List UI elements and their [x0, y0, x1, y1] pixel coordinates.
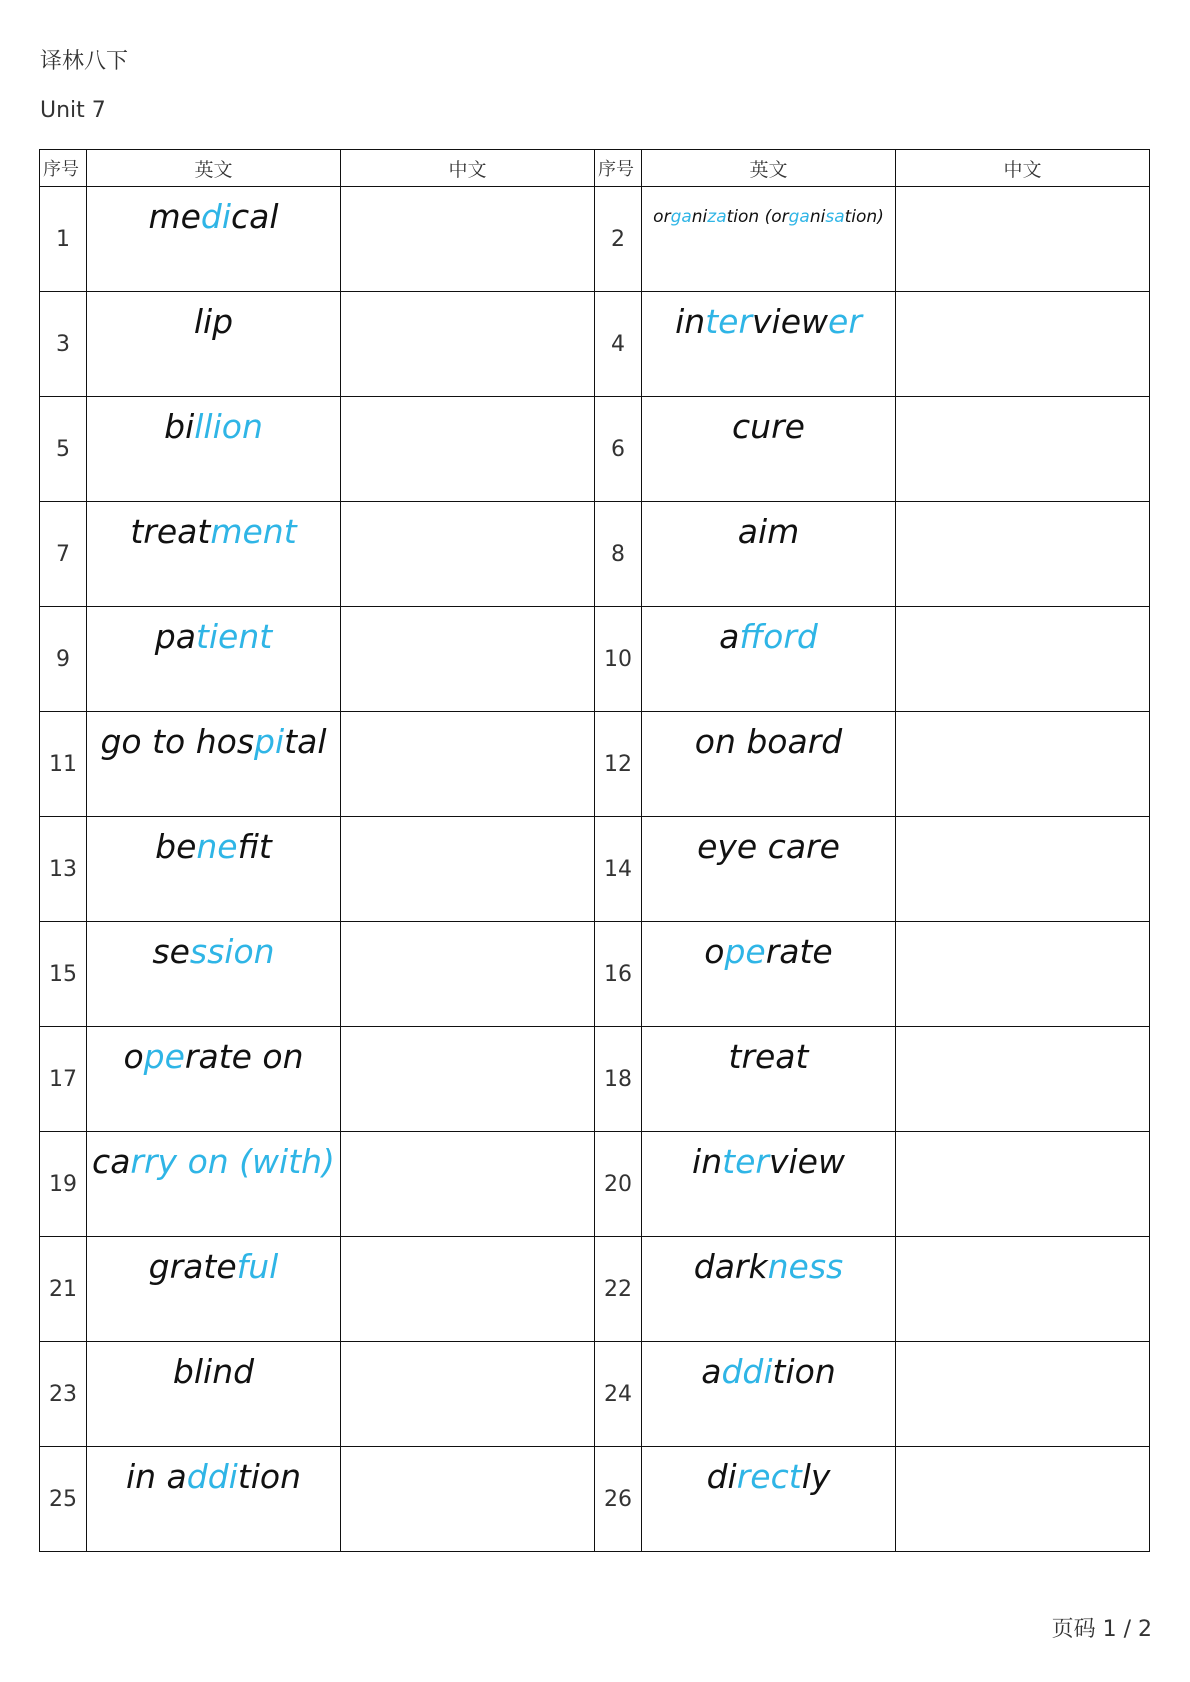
chinese-answer-cell[interactable]	[896, 817, 1150, 922]
chinese-answer-cell[interactable]	[341, 1447, 595, 1552]
english-word	[642, 1027, 895, 1077]
english-word-cell	[642, 712, 896, 817]
english-word-cell	[87, 292, 341, 397]
vocabulary-table	[39, 149, 1150, 1552]
chinese-answer-cell[interactable]	[341, 397, 595, 502]
word-syllable: in	[692, 1142, 723, 1181]
word-syllable: rate on	[184, 1037, 304, 1076]
english-word-cell	[87, 712, 341, 817]
column-header-chinese: 中文	[896, 150, 1150, 187]
word-syllable: rate	[765, 932, 833, 971]
table-row	[40, 922, 1150, 1027]
highlighted-syllable: pi	[254, 722, 285, 761]
word-syllable: o	[704, 932, 725, 971]
page-number: 页码 1 / 2	[1051, 1617, 1152, 1642]
english-word-cell	[642, 292, 896, 397]
word-syllable: blind	[172, 1352, 255, 1391]
english-word	[642, 292, 895, 342]
chinese-answer-cell[interactable]	[896, 712, 1150, 817]
english-word-cell	[642, 817, 896, 922]
entry-number: 15	[40, 922, 87, 1027]
entry-number: 5	[40, 397, 87, 502]
chinese-answer-cell[interactable]	[896, 922, 1150, 1027]
english-word	[87, 1132, 340, 1182]
word-syllable: ni	[691, 207, 708, 227]
table-row	[40, 817, 1150, 922]
chinese-answer-cell[interactable]	[341, 187, 595, 292]
entry-number: 25	[40, 1447, 87, 1552]
word-syllable: in a	[125, 1457, 187, 1496]
highlighted-syllable: ness	[767, 1247, 844, 1286]
unit-title: Unit 7	[40, 98, 106, 123]
chinese-answer-cell[interactable]	[896, 607, 1150, 712]
english-word-cell	[642, 607, 896, 712]
entry-number: 10	[595, 607, 642, 712]
word-syllable: tion	[772, 1352, 836, 1391]
english-word	[87, 1237, 340, 1287]
english-word-cell	[87, 607, 341, 712]
entry-number: 23	[40, 1342, 87, 1447]
english-word-cell	[642, 397, 896, 502]
chinese-answer-cell[interactable]	[896, 187, 1150, 292]
english-word	[87, 712, 340, 762]
highlighted-syllable: ne	[196, 827, 238, 866]
word-syllable: bi	[164, 407, 195, 446]
english-word-cell	[642, 1132, 896, 1237]
vocabulary-table-body	[40, 187, 1150, 1552]
chinese-answer-cell[interactable]	[341, 817, 595, 922]
word-syllable: on board	[694, 722, 843, 761]
english-word	[642, 397, 895, 447]
chinese-answer-cell[interactable]	[896, 1237, 1150, 1342]
english-word	[642, 607, 895, 657]
english-word-cell	[87, 1342, 341, 1447]
word-syllable: eye care	[697, 827, 840, 866]
chinese-answer-cell[interactable]	[896, 502, 1150, 607]
entry-number: 11	[40, 712, 87, 817]
column-header-index: 序号	[595, 150, 642, 187]
column-header-chinese: 中文	[341, 150, 595, 187]
chinese-answer-cell[interactable]	[341, 607, 595, 712]
chinese-answer-cell[interactable]	[341, 1342, 595, 1447]
chinese-answer-cell[interactable]	[896, 1027, 1150, 1132]
word-syllable: se	[152, 932, 190, 971]
word-syllable: treat	[130, 512, 211, 551]
highlighted-syllable: llion	[194, 407, 263, 446]
english-word-cell	[87, 922, 341, 1027]
english-word	[87, 187, 340, 237]
word-syllable: cal	[231, 197, 279, 236]
word-syllable: a	[701, 1352, 722, 1391]
chinese-answer-cell[interactable]	[341, 1027, 595, 1132]
english-word-cell	[87, 817, 341, 922]
word-syllable: o	[123, 1037, 144, 1076]
entry-number: 12	[595, 712, 642, 817]
english-word	[642, 1342, 895, 1392]
english-word	[642, 1447, 895, 1497]
english-word-cell	[87, 1132, 341, 1237]
entry-number: 22	[595, 1237, 642, 1342]
highlighted-syllable: er	[828, 302, 862, 341]
english-word-cell	[87, 397, 341, 502]
entry-number: 17	[40, 1027, 87, 1132]
table-row	[40, 187, 1150, 292]
table-row	[40, 292, 1150, 397]
english-word	[642, 187, 895, 229]
table-row	[40, 712, 1150, 817]
word-syllable: dark	[693, 1247, 768, 1286]
english-word-cell	[642, 502, 896, 607]
chinese-answer-cell[interactable]	[341, 712, 595, 817]
table-row	[40, 607, 1150, 712]
column-header-english: 英文	[642, 150, 896, 187]
word-syllable: treat	[728, 1037, 809, 1076]
english-word	[87, 397, 340, 447]
word-syllable: a	[719, 617, 740, 656]
highlighted-syllable: ga	[788, 207, 810, 227]
entry-number: 26	[595, 1447, 642, 1552]
entry-number: 19	[40, 1132, 87, 1237]
highlighted-syllable: di	[200, 197, 232, 236]
highlighted-syllable: ssion	[189, 932, 275, 971]
word-syllable: tion (or	[726, 207, 789, 227]
english-word-cell	[87, 502, 341, 607]
english-word	[642, 712, 895, 762]
entry-number: 16	[595, 922, 642, 1027]
entry-number: 8	[595, 502, 642, 607]
word-syllable: ly	[801, 1457, 831, 1496]
word-syllable: grate	[148, 1247, 237, 1286]
highlighted-syllable: ddi	[186, 1457, 238, 1496]
highlighted-syllable: ddi	[721, 1352, 773, 1391]
column-header-index: 序号	[40, 150, 87, 187]
english-word-cell	[642, 1237, 896, 1342]
english-word	[642, 1132, 895, 1182]
highlighted-syllable: ga	[670, 207, 692, 227]
english-word-cell	[642, 1027, 896, 1132]
chinese-answer-cell[interactable]	[341, 922, 595, 1027]
entry-number: 18	[595, 1027, 642, 1132]
chinese-answer-cell[interactable]	[341, 1132, 595, 1237]
chinese-answer-cell[interactable]	[341, 1237, 595, 1342]
english-word	[87, 817, 340, 867]
english-word	[642, 502, 895, 552]
entry-number: 20	[595, 1132, 642, 1237]
book-title: 译林八下	[40, 49, 129, 74]
entry-number: 2	[595, 187, 642, 292]
highlighted-syllable: tient	[195, 617, 273, 656]
word-syllable: view	[768, 1142, 845, 1181]
word-syllable: lip	[193, 302, 234, 341]
table-row	[40, 1132, 1150, 1237]
english-word-cell	[642, 1447, 896, 1552]
word-syllable: in	[675, 302, 706, 341]
table-row	[40, 1447, 1150, 1552]
word-syllable: tion)	[844, 207, 884, 227]
word-syllable: pa	[154, 617, 196, 656]
english-word	[87, 1027, 340, 1077]
word-syllable: go to hos	[100, 722, 255, 761]
entry-number: 9	[40, 607, 87, 712]
english-word	[87, 1342, 340, 1392]
english-word-cell	[87, 1447, 341, 1552]
english-word	[87, 292, 340, 342]
word-syllable: ni	[809, 207, 826, 227]
highlighted-syllable: rry on (with)	[130, 1142, 335, 1181]
chinese-answer-cell[interactable]	[896, 1447, 1150, 1552]
entry-number: 24	[595, 1342, 642, 1447]
table-row	[40, 397, 1150, 502]
highlighted-syllable: sa	[825, 207, 845, 227]
entry-number: 4	[595, 292, 642, 397]
english-word	[87, 1447, 340, 1497]
english-word-cell	[87, 187, 341, 292]
word-syllable: aim	[737, 512, 800, 551]
highlighted-syllable: pe	[724, 932, 766, 971]
english-word-cell	[642, 187, 896, 292]
english-word	[87, 922, 340, 972]
table-row	[40, 1342, 1150, 1447]
chinese-answer-cell[interactable]	[896, 397, 1150, 502]
english-word	[642, 922, 895, 972]
word-syllable: be	[155, 827, 197, 866]
word-syllable: di	[706, 1457, 737, 1496]
entry-number: 13	[40, 817, 87, 922]
highlighted-syllable: fford	[739, 617, 818, 656]
entry-number: 14	[595, 817, 642, 922]
entry-number: 7	[40, 502, 87, 607]
highlighted-syllable: rect	[736, 1457, 802, 1496]
word-syllable: tal	[284, 722, 327, 761]
word-syllable: cure	[732, 407, 805, 446]
highlighted-syllable: ful	[236, 1247, 279, 1286]
word-syllable: tion	[237, 1457, 302, 1496]
english-word-cell	[642, 1342, 896, 1447]
entry-number: 1	[40, 187, 87, 292]
chinese-answer-cell[interactable]	[896, 292, 1150, 397]
english-word	[87, 502, 340, 552]
chinese-answer-cell[interactable]	[896, 1342, 1150, 1447]
word-syllable: or	[653, 207, 671, 227]
table-row	[40, 1237, 1150, 1342]
entry-number: 3	[40, 292, 87, 397]
highlighted-syllable: pe	[143, 1037, 185, 1076]
english-word-cell	[87, 1027, 341, 1132]
english-word-cell	[87, 1237, 341, 1342]
english-word-cell	[642, 922, 896, 1027]
word-syllable: ca	[92, 1142, 131, 1181]
english-word	[642, 1237, 895, 1287]
word-syllable: view	[752, 302, 829, 341]
entry-number: 21	[40, 1237, 87, 1342]
highlighted-syllable: za	[707, 207, 727, 227]
chinese-answer-cell[interactable]	[896, 1132, 1150, 1237]
highlighted-syllable: ment	[210, 512, 297, 551]
highlighted-syllable: ter	[705, 302, 753, 341]
highlighted-syllable: ter	[722, 1142, 769, 1181]
table-row	[40, 1027, 1150, 1132]
table-row	[40, 502, 1150, 607]
word-syllable: me	[148, 197, 201, 236]
column-header-english: 英文	[87, 150, 341, 187]
chinese-answer-cell[interactable]	[341, 502, 595, 607]
chinese-answer-cell[interactable]	[341, 292, 595, 397]
english-word	[87, 607, 340, 657]
entry-number: 6	[595, 397, 642, 502]
table-header-row	[40, 150, 1150, 187]
word-syllable: fit	[237, 827, 272, 866]
english-word	[642, 817, 895, 867]
